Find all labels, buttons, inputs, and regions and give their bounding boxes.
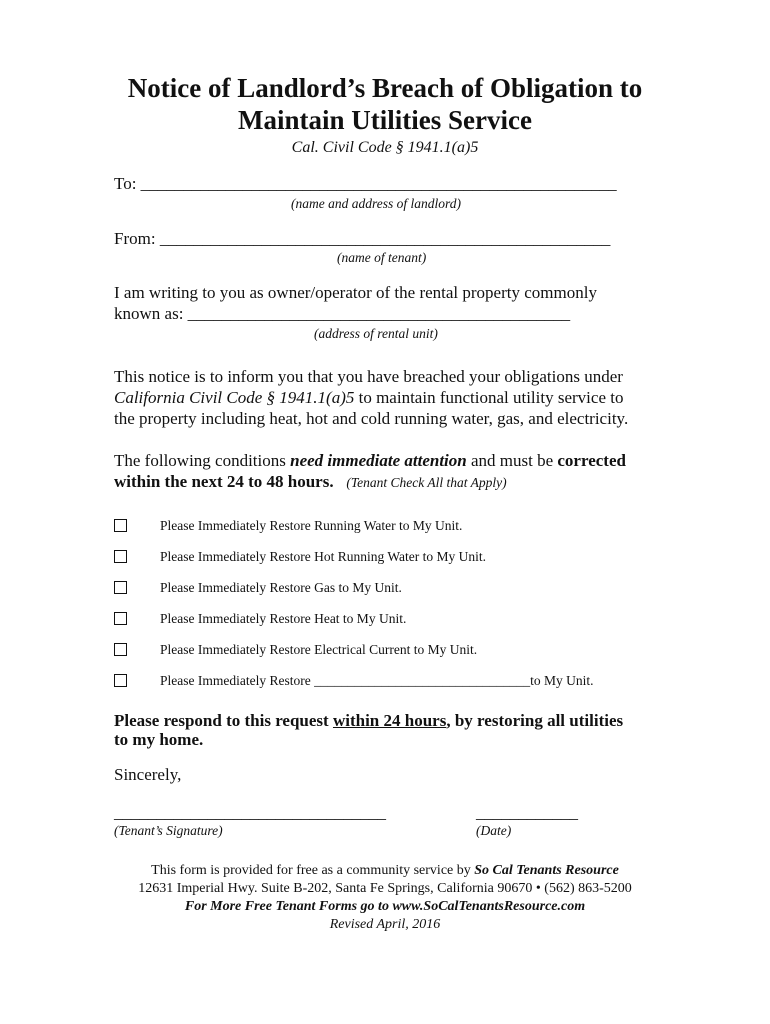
civil-code-citation: Cal. Civil Code § 1941.1(a)5 — [291, 139, 479, 156]
from-caption: (name of tenant) — [337, 250, 427, 265]
from-blank[interactable]: _____________________________________________________ — [159, 229, 611, 248]
condition-checkbox[interactable] — [114, 550, 127, 563]
notice-line-3: the property including heat, hot and cold running water, gas, and electricity. — [114, 409, 629, 428]
condition-checkbox[interactable] — [114, 643, 127, 656]
signature-blank[interactable]: ________________________________ — [114, 803, 386, 822]
condition-checkbox[interactable] — [114, 581, 127, 594]
property-line-1: I am writing to you as owner/operator of the rental property commonly — [114, 283, 597, 302]
title-line-1: Notice of Landlord’s Breach of Obligation to — [127, 73, 643, 103]
conditions-intro-line-1 — [114, 450, 674, 471]
respond-request — [114, 711, 674, 749]
respond-line-1 — [114, 711, 674, 730]
condition-label: Please Immediately Restore Heat to My Unit. — [160, 611, 407, 626]
to-blank[interactable]: ________________________________________________________ — [140, 174, 617, 193]
from-label: From: — [114, 229, 156, 248]
respond-text-1: Please respond to this request — [114, 711, 333, 730]
notice-line-1: This notice is to inform you that you have breached your obligations under — [114, 367, 623, 386]
conditions-intro — [114, 450, 674, 493]
condition-checkbox[interactable] — [114, 674, 127, 687]
notice-paragraph — [114, 366, 674, 429]
footer-provided-text: This form is provided for free as a community service by — [151, 863, 475, 878]
condition-label: Please Immediately Restore Gas to My Unit. — [160, 580, 402, 595]
date-blank[interactable]: ____________ — [476, 803, 578, 822]
condition-label: Please Immediately Restore Hot Running Water to My Unit. — [160, 549, 486, 564]
footer-line-1 — [0, 862, 770, 880]
notice-line-2-rest: to maintain functional utility service to — [354, 388, 624, 407]
intro-deadline: within the next 24 to 48 hours. — [114, 472, 334, 491]
respond-text-2: , by restoring all utilities — [446, 711, 624, 730]
sincerely-closing: Sincerely, — [114, 765, 182, 784]
property-line-2 — [114, 304, 570, 324]
organization-name: So Cal Tenants Resource — [474, 863, 619, 878]
condition-checkbox[interactable] — [114, 519, 127, 532]
respond-line-2: to my home. — [114, 730, 204, 749]
title-line-2: Maintain Utilities Service — [238, 105, 532, 135]
condition-label: Please Immediately Restore Electrical Current to My Unit. — [160, 642, 478, 657]
footer-revision: Revised April, 2016 — [329, 917, 441, 932]
civil-code-reference: California Civil Code § 1941.1(a)5 — [114, 388, 355, 407]
signature-caption: (Tenant’s Signature) — [114, 823, 223, 838]
date-caption: (Date) — [476, 823, 512, 838]
intro-text-1: The following conditions — [114, 451, 291, 470]
condition-label: Please Immediately Restore ________________________________to My Unit. — [160, 673, 594, 688]
property-address-blank[interactable]: _____________________________________________ — [187, 304, 571, 323]
to-label: To: — [114, 174, 137, 193]
condition-label: Please Immediately Restore Running Water to My Unit. — [160, 518, 463, 533]
intro-text-2: and must be — [466, 451, 558, 470]
intro-corrected: corrected — [557, 451, 626, 470]
from-field-row — [114, 229, 610, 249]
condition-checkbox[interactable] — [114, 612, 127, 625]
intro-emphasis: need immediate attention — [290, 451, 467, 470]
check-all-instruction: (Tenant Check All that Apply) — [346, 475, 507, 490]
to-field-row — [114, 174, 617, 194]
conditions-intro-line-2 — [114, 471, 674, 493]
document-title — [0, 72, 770, 136]
notice-line-2 — [114, 387, 674, 408]
footer-website-link[interactable]: For More Free Tenant Forms go to www.SoCalTenantsResource.com — [184, 899, 586, 914]
respond-deadline: within 24 hours — [332, 711, 447, 730]
footer — [0, 862, 770, 934]
to-caption: (name and address of landlord) — [291, 196, 461, 211]
footer-address: 12631 Imperial Hwy. Suite B-202, Santa Fe Springs, California 90670 • (562) 863-5200 — [138, 881, 632, 896]
property-caption: (address of rental unit) — [314, 326, 438, 341]
known-as-label: known as: — [114, 304, 184, 323]
